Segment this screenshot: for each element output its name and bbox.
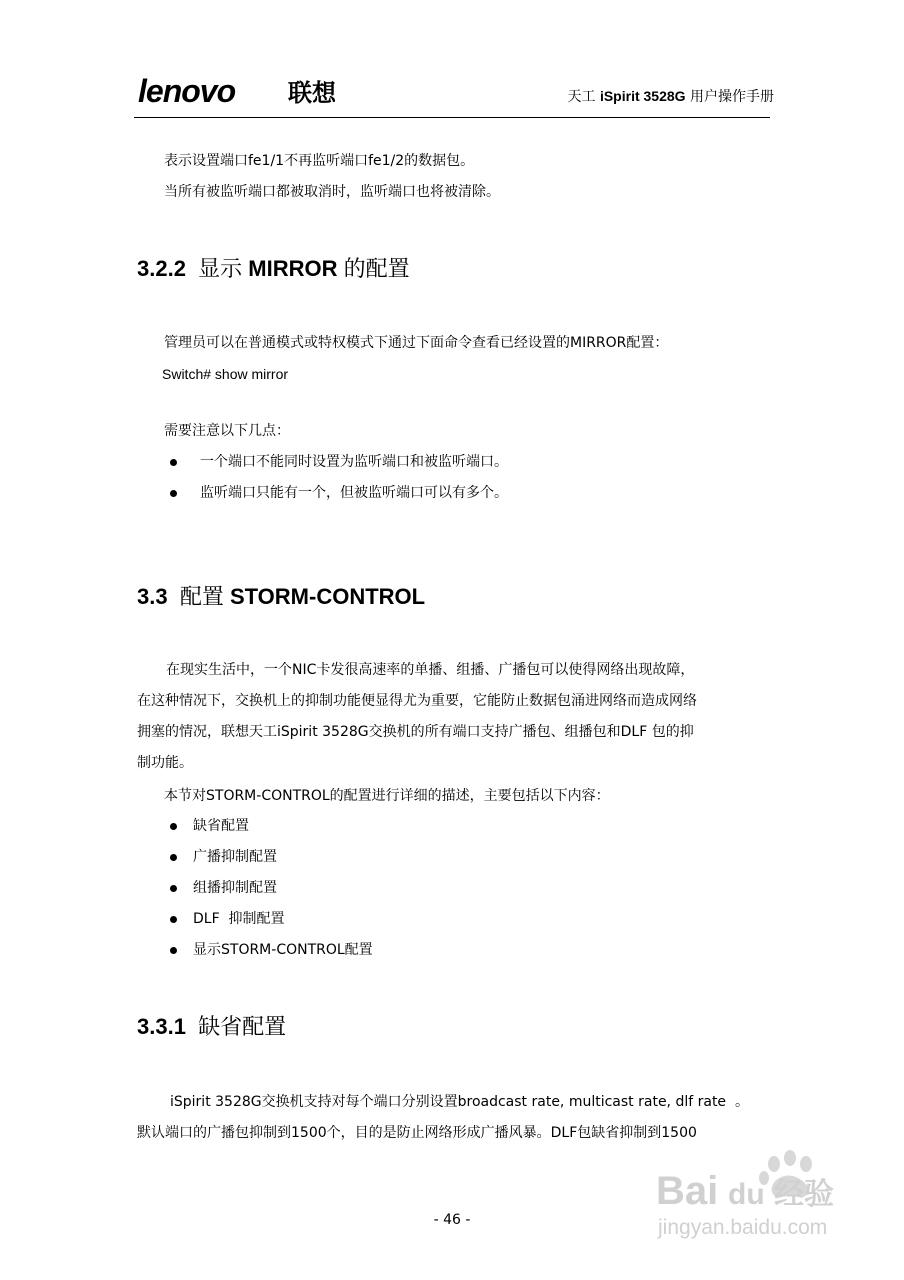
mirror-desc: 管理员可以在普通模式或特权模式下通过下面命令查看已经设置的MIRROR配置：: [164, 335, 669, 351]
storm-para-line-4: 制功能。: [137, 755, 193, 771]
bullet-icon: [170, 885, 177, 892]
default-line-1: iSpirit 3528G交换机支持对每个端口分别设置broadcast rate, multicast rate, dlf rate 。: [170, 1094, 749, 1110]
section-heading-3-3-1: 3.3.1 缺省配置: [137, 1014, 287, 1039]
note-item: 一个端口不能同时设置为监听端口和被监听端口。: [200, 454, 508, 470]
header-rule: [134, 117, 770, 118]
bullet-icon: [170, 823, 177, 830]
note-item: 监听端口只能有一个，但被监听端口可以有多个。: [200, 485, 508, 501]
command-line: Switch# show mirror: [162, 366, 289, 382]
default-line-2: 默认端口的广播包抑制到1500个，目的是防止网络形成广播风暴。DLF包缺省抑制到1500: [137, 1125, 697, 1141]
storm-para-line-1: 在现实生活中，一个NIC卡发很高速率的单播、组播、广播包可以使得网络出现故障，: [166, 662, 695, 678]
intro-line-1: 表示设置端口fe1/1不再监听端口fe1/2的数据包。: [164, 153, 475, 169]
storm-lead: 本节对STORM-CONTROL的配置进行详细的描述，主要包括以下内容：: [164, 788, 610, 804]
bullet-icon: [170, 854, 177, 861]
watermark-brand2: du: [728, 1178, 765, 1211]
page-number: - 46 -: [433, 1212, 471, 1228]
header-title: 天工 iSpirit 3528G 用户操作手册: [567, 88, 774, 105]
lenovo-logo: [138, 74, 358, 110]
storm-item: 缺省配置: [193, 818, 249, 834]
watermark-cn: 经验: [774, 1177, 834, 1212]
section-heading-3-2-2: 3.2.2 显示 MIRROR 的配置: [137, 256, 410, 281]
intro-line-2: 当所有被监听端口都被取消时，监听端口也将被清除。: [164, 184, 500, 200]
bullet-icon: [170, 459, 177, 466]
storm-para-line-2: 在这种情况下，交换机上的抑制功能便显得尤为重要，它能防止数据包涌进网络而造成网络: [137, 693, 697, 709]
storm-item: 广播抑制配置: [193, 849, 277, 865]
section-heading-3-3: 3.3 配置 STORM-CONTROL: [137, 584, 426, 609]
notes-title: 需要注意以下几点：: [164, 423, 290, 439]
storm-item: 显示STORM-CONTROL配置: [193, 942, 373, 958]
bullet-icon: [170, 916, 177, 923]
watermark-url: jingyan.baidu.com: [658, 1216, 828, 1239]
bullet-icon: [170, 947, 177, 954]
logo-cn: 联想: [288, 79, 336, 107]
storm-para-line-3: 拥塞的情况，联想天工iSpirit 3528G交换机的所有端口支持广播包、组播包和DLF 包的抑: [137, 724, 694, 740]
baidu-jingyan-watermark: [656, 1142, 846, 1242]
bullet-icon: [170, 490, 177, 497]
storm-item: DLF 抑制配置: [193, 911, 285, 927]
watermark-brand: Bai: [656, 1169, 719, 1213]
logo-latin: lenovo: [138, 74, 236, 109]
storm-item: 组播抑制配置: [193, 880, 277, 896]
